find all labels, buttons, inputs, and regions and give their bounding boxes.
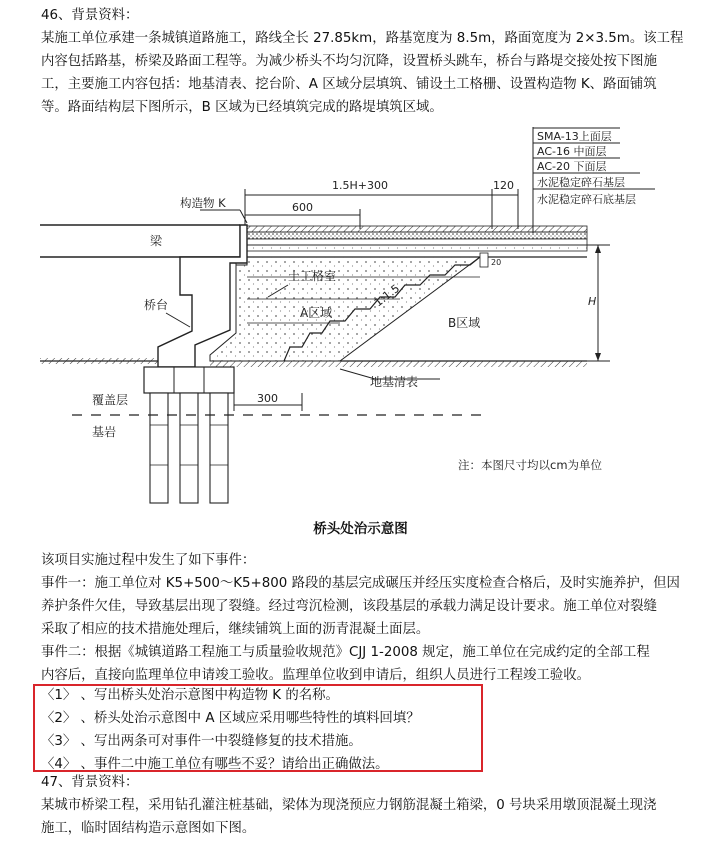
layer-label: AC-16 中面层	[537, 145, 607, 158]
text-line: 采取了相应的技术措施处理后，继续铺筑上面的沥青混凝土面层。	[41, 622, 430, 637]
events-paragraph	[41, 549, 701, 687]
figure-note: 注：本图尺寸均以cm为单位	[458, 458, 603, 472]
bridge-head-diagram	[40, 125, 680, 510]
text-line: 某城市桥梁工程，采用钻孔灌注桩基础，梁体为现浇预应力钢筋混凝土箱梁，0 号块采用墩顶混凝土现浇	[41, 798, 657, 813]
geogrid-label: 土工格室	[288, 269, 337, 283]
text-line: 施工，临时固结构造示意图如下图。	[41, 821, 256, 836]
layer-label: SMA-13上面层	[537, 130, 612, 143]
figure-caption: 桥头处治示意图	[313, 521, 408, 537]
beam-label: 梁	[150, 234, 163, 248]
dim-20-label: 20	[491, 258, 502, 267]
layer-label: 水泥稳定碎石基层	[537, 176, 625, 189]
text-line: 内容包括路基，桥梁及路面工程等。为减少桥头不均匀沉降，设置桥头跳车，桥台与路堤交接处按下图施	[41, 54, 657, 69]
strata	[72, 393, 490, 439]
question-47-title: 47、背景资料：	[41, 775, 139, 790]
background-paragraph-47	[41, 794, 701, 840]
abutment-label: 桥台	[144, 298, 169, 312]
pile-foundation	[144, 367, 234, 503]
text-line: 事件二：根据《城镇道路工程施工与质量验收规范》CJJ 1-2008 规定，施工单位在完成约定的全部工程	[41, 645, 650, 660]
bedrock-label: 基岩	[92, 425, 117, 439]
zone-b-label: B区域	[448, 316, 481, 330]
clearing-label: 地基清表	[370, 375, 419, 389]
text-line: 该项目实施过程中发生了如下事件：	[41, 553, 256, 568]
text-line: 内容后，直接向监理单位申请竣工验收。监理单位收到申请后，组织人员进行工程竣工验收。	[41, 668, 591, 683]
beam	[40, 225, 240, 257]
layer-table	[533, 127, 655, 233]
layer-label: 水泥稳定碎石底基层	[537, 193, 636, 206]
layer-label: AC-20 下面层	[537, 160, 607, 173]
dimension-label-600: 600	[292, 201, 313, 214]
structure-k-label: 构造物 K	[180, 196, 226, 210]
question-item: 〈4〉 、事件二中施工单位有哪些不妥？请给出正确做法。	[41, 757, 389, 772]
dimension-300	[234, 392, 302, 411]
dimension-label-top: 1.5H+300	[332, 179, 388, 192]
text-line: 事件一：施工单位对 K5+500～K5+800 路段的基层完成碾压并经压实度检查合格后，及时实施养护，但因	[41, 576, 680, 591]
dimension-label-120: 120	[493, 179, 514, 192]
slope-label: 1:1.5	[371, 281, 403, 310]
background-paragraph-46	[41, 27, 701, 119]
text-line: 工，主要施工内容包括：地基清表、挖台阶、A 区域分层填筑、铺设土工格栅、设置构造物 K、路面铺筑	[41, 77, 657, 92]
text-line: 等。路面结构层下图所示，B 区域为已经填筑完成的路堤填筑区域。	[41, 100, 443, 115]
question-item: 〈2〉 、桥头处治示意图中 A 区域应采用哪些特性的填料回填？	[41, 711, 420, 726]
ground	[40, 361, 587, 389]
dimension-lines	[180, 179, 518, 229]
questions-list	[41, 684, 701, 776]
text-line: 养护条件欠佳，导致基层出现了裂缝。经过弯沉检测，该段基层的承载力满足设计要求。施工单位对裂缝	[41, 599, 657, 614]
cover-layer-label: 覆盖层	[92, 393, 129, 407]
question-46-title: 46、背景资料：	[41, 8, 139, 23]
height-dimension	[587, 245, 610, 361]
zone-a-label: A区域	[300, 306, 333, 320]
question-item: 〈3〉 、写出两条可对事件一中裂缝修复的技术措施。	[41, 734, 362, 749]
height-label: H	[588, 295, 597, 308]
dimension-label-300: 300	[257, 392, 278, 405]
text-line: 某施工单位承建一条城镇道路施工，路线全长 27.85km，路基宽度为 8.5m，路面宽度为 2×3.5m。该工程	[41, 31, 684, 46]
question-item: 〈1〉 、写出桥头处治示意图中构造物 K 的名称。	[41, 688, 339, 703]
zone-a	[210, 257, 480, 361]
pavement-layers	[247, 226, 587, 257]
